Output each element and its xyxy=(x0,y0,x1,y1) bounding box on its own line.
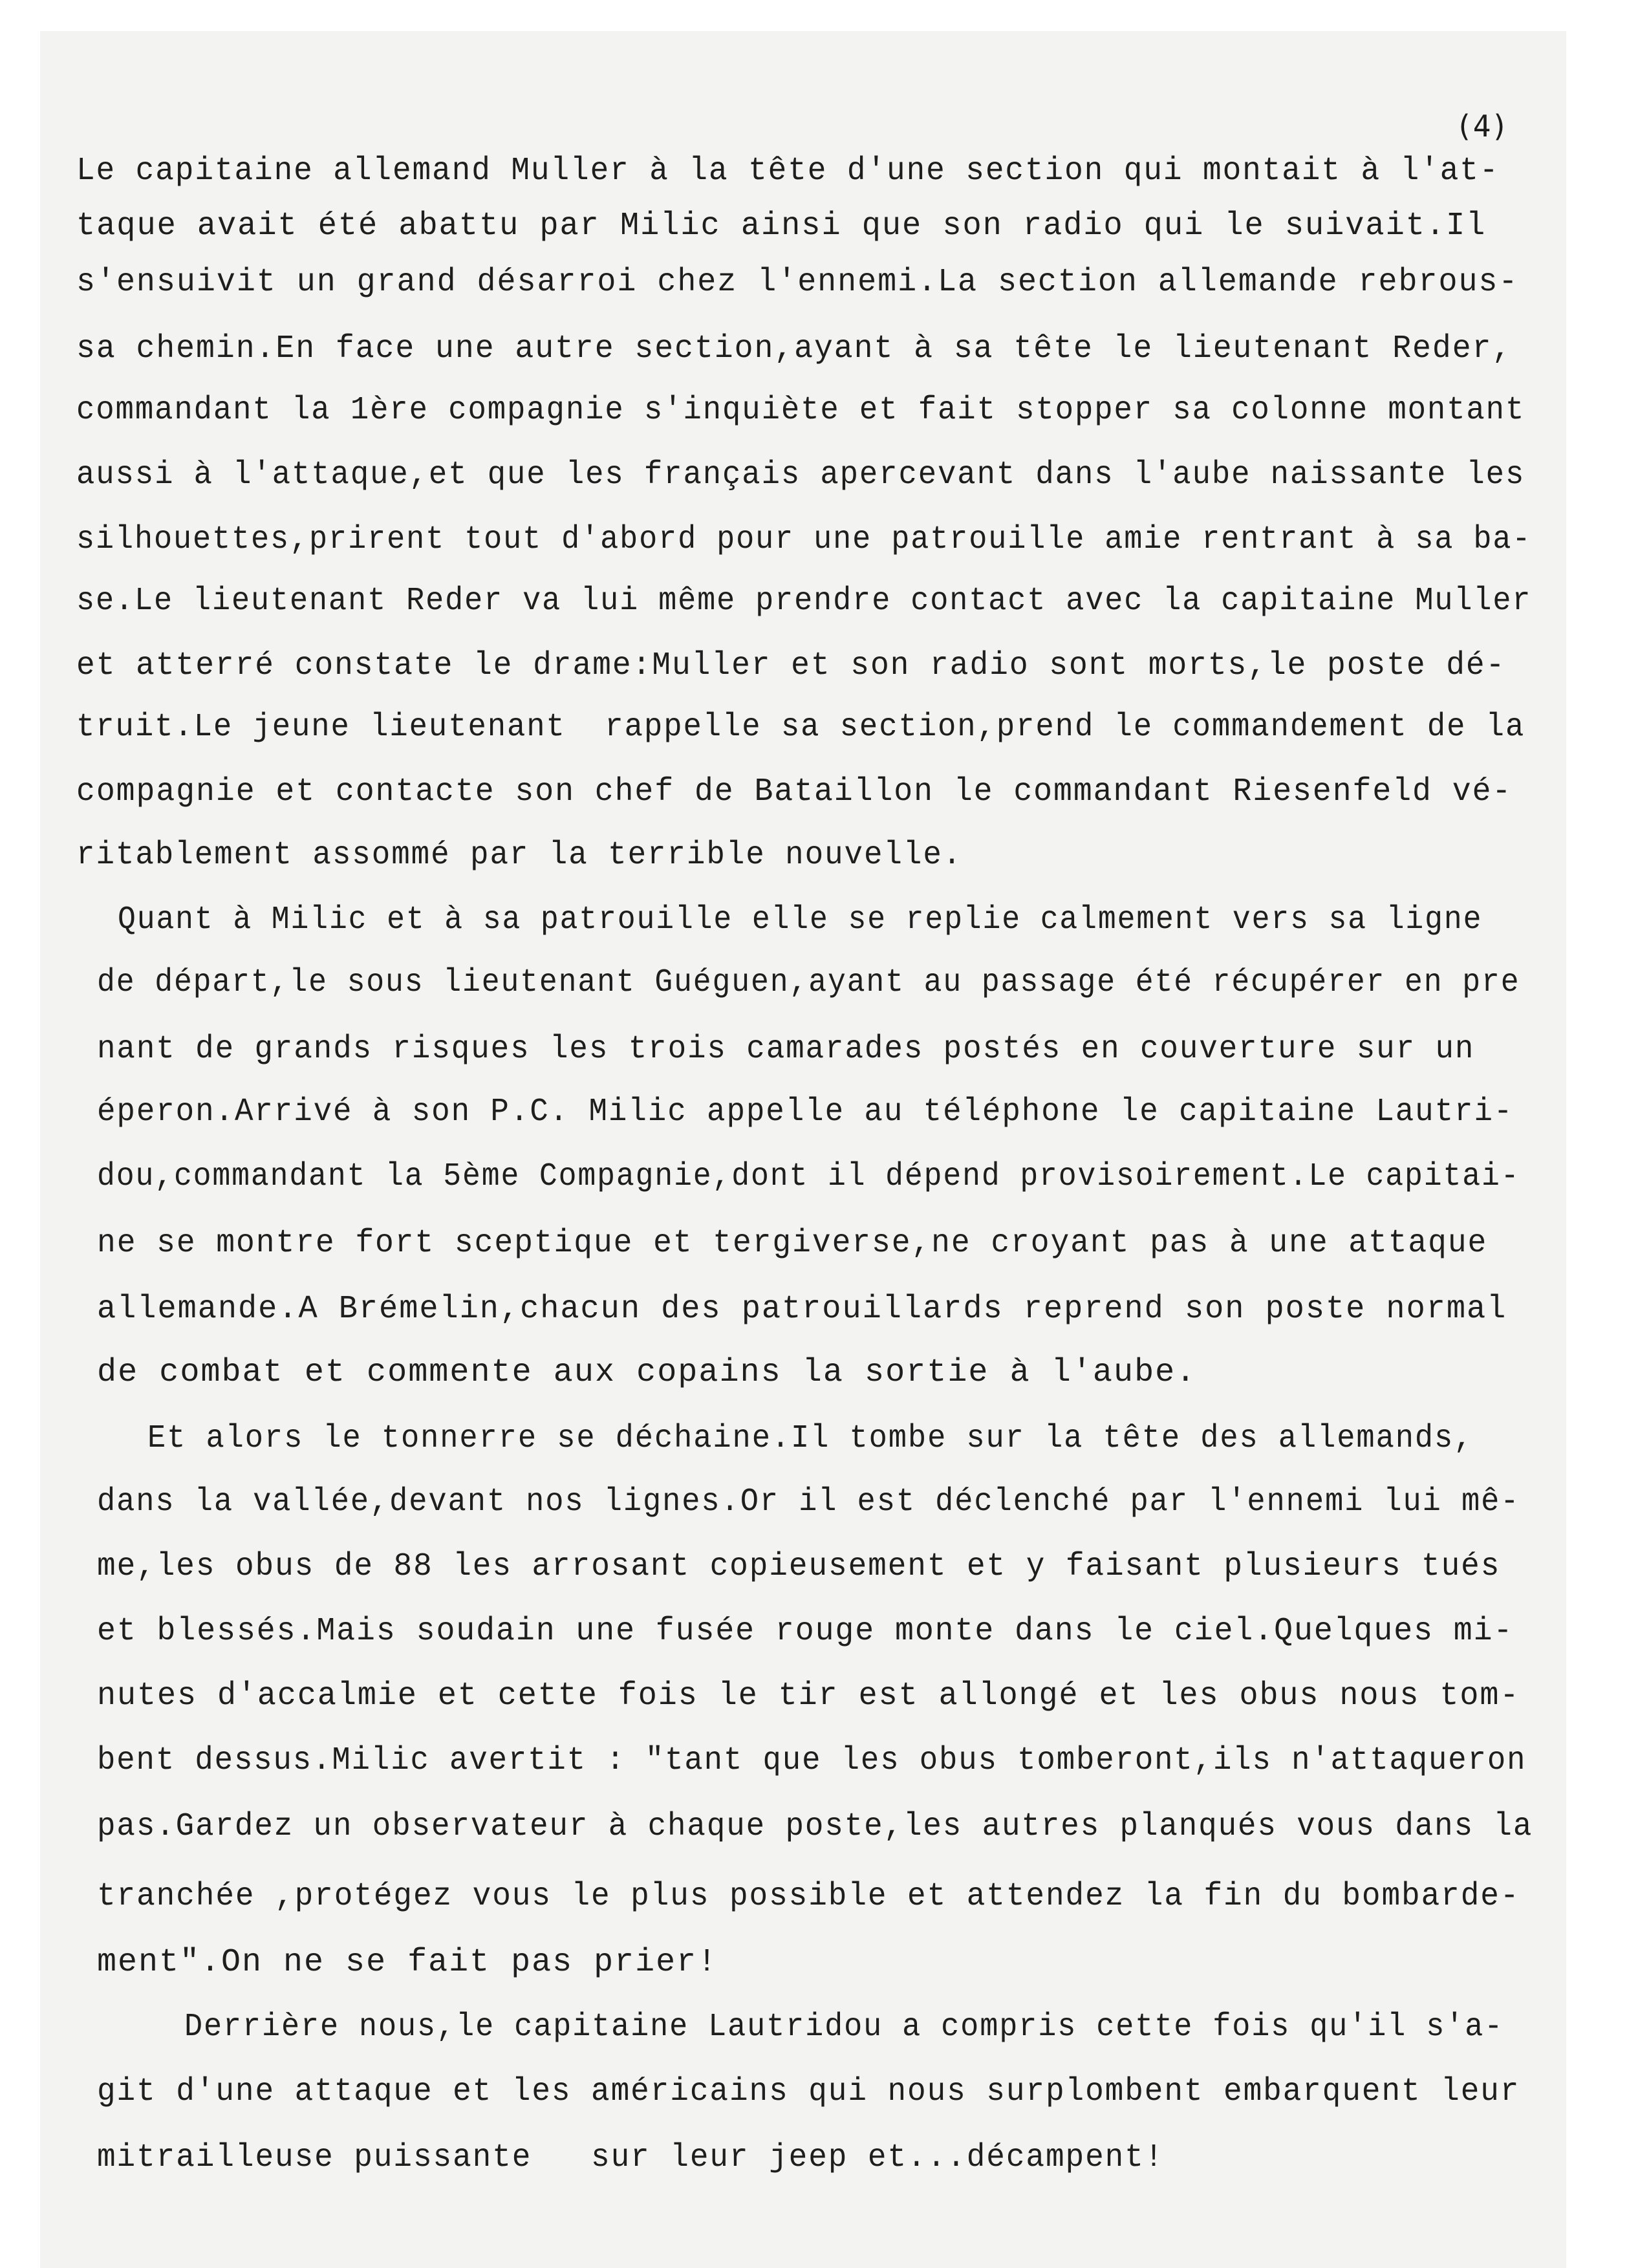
text-line: allemande.A Brémelin,chacun des patrouillards reprend son poste normal xyxy=(97,1291,1507,1328)
text-line: et atterré constate le drame:Muller et son radio sont morts,le poste dé- xyxy=(76,647,1506,684)
text-line: dans la vallée,devant nos lignes.Or il est déclenché par l'ennemi lui mê- xyxy=(97,1484,1520,1520)
text-line: commandant la 1ère compagnie s'inquiète et fait stopper sa colonne montant xyxy=(76,392,1525,429)
text-line: taque avait été abattu par Milic ainsi que son radio qui le suivait.Il xyxy=(76,208,1487,244)
text-line: mitrailleuse puissante sur leur jeep et...décampent! xyxy=(97,2139,1165,2176)
text-line: compagnie et contacte son chef de Bataillon le commandant Riesenfeld vé- xyxy=(76,773,1513,810)
text-line: de départ,le sous lieutenant Guéguen,ayant au passage été récupérer en pre xyxy=(97,964,1520,1001)
text-line: dou,commandant la 5ème Compagnie,dont il dépend provisoirement.Le capitai- xyxy=(97,1158,1520,1195)
text-line: Derrière nous,le capitaine Lautridou a compris cette fois qu'il s'a- xyxy=(184,2009,1504,2046)
text-line: pas.Gardez un observateur à chaque poste,les autres planqués vous dans la xyxy=(97,1808,1533,1845)
text-line: bent dessus.Milic avertit : "tant que les obus tomberont,ils n'attaqueron xyxy=(97,1742,1527,1779)
text-line: ritablement assommé par la terrible nouvelle. xyxy=(76,837,963,874)
text-line: me,les obus de 88 les arrosant copieusement et y faisant plusieurs tués xyxy=(97,1548,1501,1585)
text-line: éperon.Arrivé à son P.C. Milic appelle au téléphone le capitaine Lautri- xyxy=(97,1094,1514,1130)
text-line: nutes d'accalmie et cette fois le tir est allongé et les obus nous tom- xyxy=(97,1678,1520,1714)
text-line: Le capitaine allemand Muller à la tête d'une section qui montait à l'at- xyxy=(76,153,1500,189)
text-line: aussi à l'attaque,et que les français apercevant dans l'aube naissante les xyxy=(76,457,1525,493)
text-line: Quant à Milic et à sa patrouille elle se replie calmement vers sa ligne xyxy=(118,902,1483,938)
text-line: ne se montre fort sceptique et tergiverse,ne croyant pas à une attaque xyxy=(97,1225,1488,1262)
text-line: silhouettes,prirent tout d'abord pour une patrouille amie rentrant à sa ba- xyxy=(76,521,1532,558)
text-line: s'ensuivit un grand désarroi chez l'ennemi.La section allemande rebrous- xyxy=(76,264,1519,301)
text-line: ment".On ne se fait pas prier! xyxy=(97,1944,718,1981)
page-number: (4) xyxy=(1455,109,1509,144)
text-line: de combat et commente aux copains la sortie à l'aube. xyxy=(97,1354,1197,1391)
text-line: et blessés.Mais soudain une fusée rouge monte dans le ciel.Quelques mi- xyxy=(97,1613,1514,1650)
text-line: Et alors le tonnerre se déchaine.Il tombe sur la tête des allemands, xyxy=(147,1420,1474,1457)
text-line: nant de grands risques les trois camarades postés en couverture sur un xyxy=(97,1031,1475,1068)
text-line: se.Le lieutenant Reder va lui même prendre contact avec la capitaine Muller xyxy=(76,583,1532,620)
text-line: truit.Le jeune lieutenant rappelle sa section,prend le commandement de la xyxy=(76,709,1525,746)
text-line: git d'une attaque et les américains qui nous surplombent embarquent leur xyxy=(97,2073,1520,2110)
text-line: sa chemin.En face une autre section,ayant à sa tête le lieutenant Reder, xyxy=(76,330,1513,367)
text-line: tranchée ,protégez vous le plus possible et attendez la fin du bombarde- xyxy=(97,1878,1520,1915)
